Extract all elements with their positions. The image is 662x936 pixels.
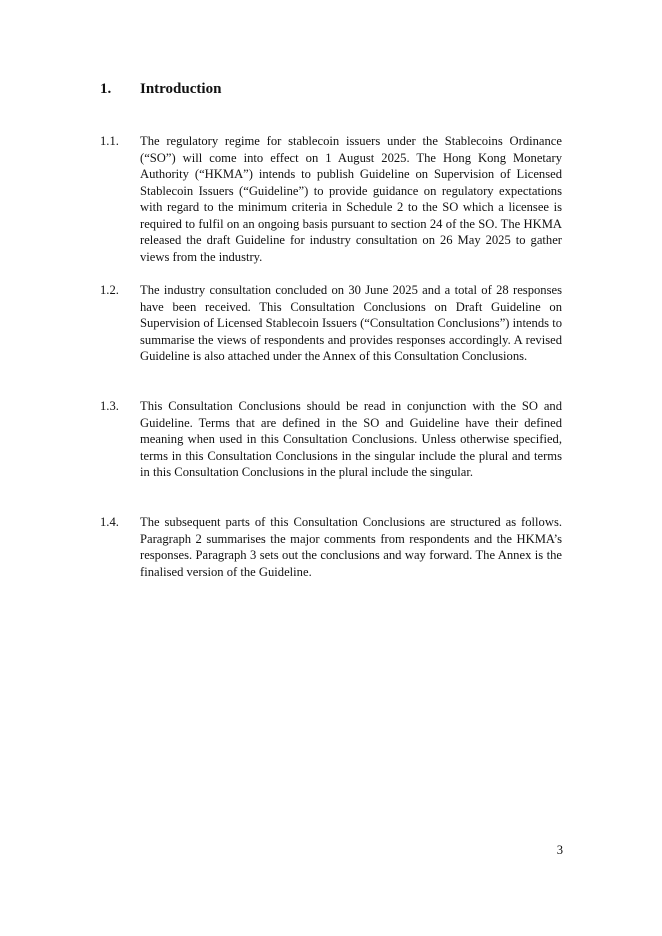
page-number: 3 [556, 843, 563, 857]
paragraph-1-1 [100, 133, 562, 265]
paragraph-text: This Consultation Conclusions should be read in conjunction with the SO and Guideline. Terms that are defined in the SO and Guideline have their defined meaning when used in this Consultation Conclusions. Unless otherwise specified, terms in this Consultation Conclusions in the singular include the plural and terms in this Consultation Conclusions in the plural include the singular. [140, 399, 562, 479]
paragraph-1-2 [100, 282, 562, 365]
section-number: 1. [100, 81, 112, 97]
section-title: Introduction [140, 81, 222, 97]
paragraph-text: The industry consultation concluded on 30 June 2025 and a total of 28 responses have been received. This Consultation Conclusions on Draft Guideline on Supervision of Licensed Stablecoin Issuers (“Consultation Conclusions”) intends to summarise the views of respondents and provides responses accordingly. A revised Guideline is also attached under the Annex of this Consultation Conclusions. [140, 283, 562, 363]
paragraph-number: 1.2. [100, 283, 119, 297]
paragraph-number: 1.1. [100, 134, 119, 148]
section-heading [100, 79, 221, 99]
paragraph-1-4 [100, 514, 562, 580]
paragraph-number: 1.4. [100, 515, 119, 529]
paragraph-1-3 [100, 398, 562, 481]
paragraph-text: The subsequent parts of this Consultation Conclusions are structured as follows. Paragraph 2 summarises the major comments from respondents and the HKMA’s responses. Paragraph 3 sets out the conclusions and way forward. The Annex is the finalised version of the Guideline. [140, 515, 562, 579]
paragraph-text: The regulatory regime for stablecoin issuers under the Stablecoins Ordinance (“SO”) will come into effect on 1 August 2025. The Hong Kong Monetary Authority (“HKMA”) intends to publish Guideline on Supervision of Licensed Stablecoin Issuers (“Guideline”) to provide guidance on regulatory expectations with regard to the minimum criteria in Schedule 2 to the SO which a licensee is required to fulfil on an ongoing basis pursuant to section 24 of the SO. The HKMA released the draft Guideline for industry consultation on 26 May 2025 to gather views from the industry. [140, 134, 562, 264]
paragraph-number: 1.3. [100, 399, 119, 413]
